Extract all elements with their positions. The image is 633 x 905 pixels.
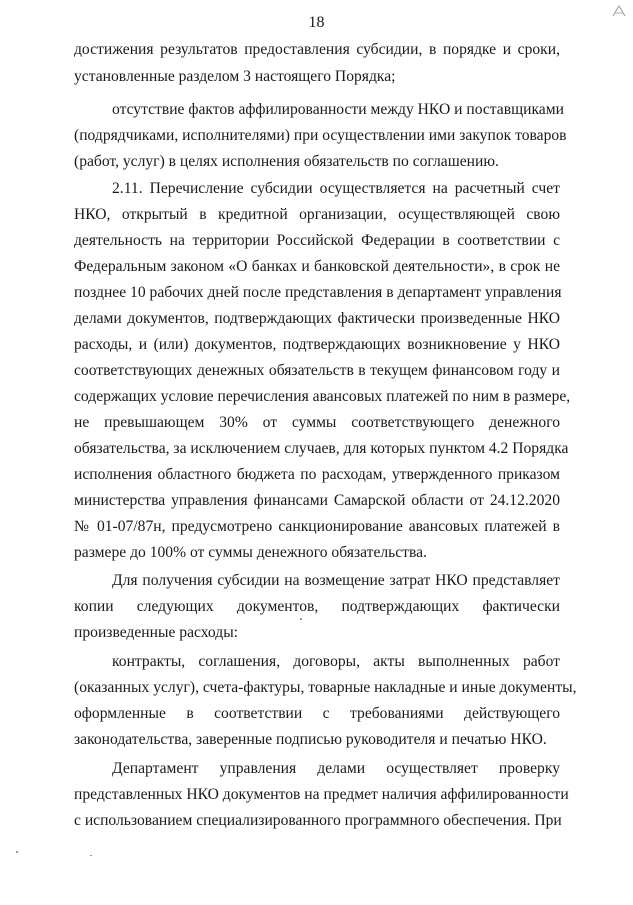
text-line: установленные разделом 3 настоящего Порядка;: [74, 68, 396, 85]
text-line: Департамент управления делами осуществляет проверку: [112, 760, 560, 777]
text-line: (работ, услуг) в целях исполнения обязательств по соглашению.: [74, 153, 499, 170]
text-line: законодательства, заверенные подписью руководителя и печатью НКО.: [74, 731, 547, 748]
text-line: Для получения субсидии на возмещение затрат НКО представляет: [112, 572, 560, 589]
text-line: позднее 10 рабочих дней после представления в департамент управления: [74, 284, 562, 301]
text-line: произведенные расходы:: [74, 624, 239, 641]
text-line: не превышающем 30% от суммы соответствующего денежного: [74, 414, 560, 431]
text-line: № 01-07/87н, предусмотрено санкционирование авансовых платежей в: [74, 518, 560, 535]
text-line: контракты, соглашения, договоры, акты выполненных работ: [112, 653, 560, 670]
text-line: соответствующих денежных обязательств в текущем финансовом году и: [74, 362, 560, 379]
text-line: расходы, и (или) документов, подтверждающих возникновение у НКО: [74, 336, 560, 353]
scan-speck: [90, 855, 92, 856]
text-line: отсутствие фактов аффилированности между НКО и поставщиками: [112, 101, 564, 118]
text-line: 2.11. Перечисление субсидии осуществляется на расчетный счет: [112, 180, 560, 197]
text-line: копии следующих документов, подтверждающих фактически: [74, 598, 560, 615]
text-line: с использованием специализированного программного обеспечения. При: [74, 812, 562, 829]
text-line: представленных НКО документов на предмет наличия аффилированности: [74, 786, 569, 803]
text-line: размере до 100% от суммы денежного обязательства.: [74, 544, 427, 561]
text-line: делами документов, подтверждающих фактически произведенные НКО: [74, 310, 560, 327]
text-line: министерства управления финансами Самарской области от 24.12.2020: [74, 492, 560, 509]
text-line: (оказанных услуг), счета-фактуры, товарные накладные и иные документы,: [74, 679, 577, 696]
text-line: деятельность на территории Российской Федерации в соответствии с: [74, 232, 560, 249]
text-line: исполнения областного бюджета по расходам, утвержденного приказом: [74, 466, 560, 483]
text-line: (подрядчиками, исполнителями) при осуществлении ими закупок товаров: [74, 127, 567, 144]
page-number: 18: [308, 14, 325, 31]
scan-speck: [16, 851, 18, 853]
text-line: оформленные в соответствии с требованиями действующего: [74, 705, 560, 722]
scan-corner-mark: [611, 4, 627, 18]
text-line: достижения результатов предоставления субсидии, в порядке и сроки,: [74, 41, 560, 58]
text-line: обязательства, за исключением случаев, для которых пунктом 4.2 Порядка: [74, 440, 569, 457]
text-line: содержащих условие перечисления авансовых платежей по ним в размере,: [74, 388, 571, 405]
text-line: НКО, открытый в кредитной организации, осуществляющей свою: [74, 206, 560, 223]
text-line: Федеральным законом «О банках и банковской деятельности», в срок не: [74, 258, 560, 275]
scan-speck: [300, 618, 302, 620]
